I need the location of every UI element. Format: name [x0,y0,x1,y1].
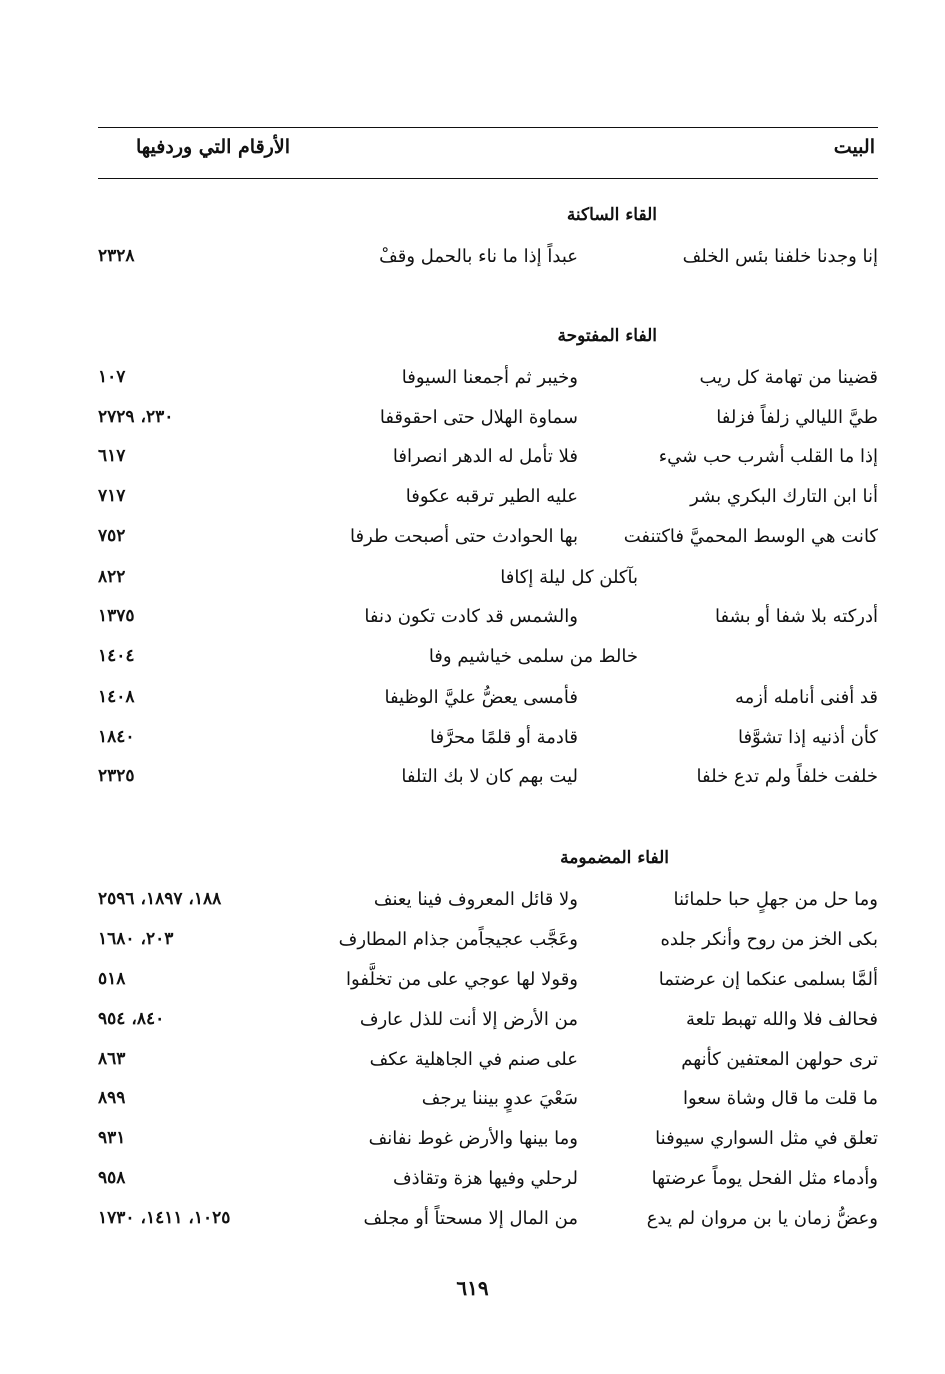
first-hemistich: إنا وجدنا خلفنا بئس الخلف [682,246,878,267]
verse-row [98,760,878,800]
second-hemistich: لرحلي وفيها هزة وتقاذف [392,1168,578,1189]
reference-numbers: ١٣٧٥ [98,606,135,626]
first-hemistich: ألمَّا بسلمى عنكما إن عرضتما [658,969,878,990]
reference-numbers: ٨٩٩ [98,1088,126,1108]
first-hemistich: ترى حولهن المعتفين كأنهم [681,1049,878,1070]
second-hemistich: فأمسى يعضُّ عليَّ الوظيفا [384,687,578,708]
second-hemistich: سماوة الهلال حتى احقوقفا [379,407,578,428]
verse-row [98,1003,878,1043]
second-hemistich: وخيبر ثم أجمعنا السيوفا [401,367,578,388]
first-hemistich: إذا ما القلب أشرب حب شيء [658,446,878,467]
reference-numbers: ٧١٧ [98,486,126,506]
verse-row [98,1082,878,1122]
reference-numbers: ٨٢٢ [98,567,126,587]
second-hemistich: عبداً إذا ما ناء بالحمل وقفْ [379,246,578,267]
verse-row [98,520,878,560]
second-hemistich: ليت بهم كان لا بك التلفا [401,766,578,787]
reference-numbers: ٢٣٢٥ [98,766,135,786]
section-title: الفاء المضمومة [560,848,669,868]
second-hemistich: والشمس قد كادت تكون دنفا [364,606,578,627]
second-hemistich: ولا قائل المعروف فينا يعنف [373,889,578,910]
reference-numbers: ١٤٠٨ [98,687,135,707]
reference-numbers: ٢٠٣، ١٦٨٠ [98,929,174,949]
verse-row [98,361,878,401]
reference-numbers: ٢٣٠، ٢٧٢٩ [98,407,174,427]
second-hemistich: فلا تأمل له الدهر انصرافا [392,446,578,467]
header-verse-label: البيت [833,136,875,158]
reference-numbers: ٧٥٢ [98,526,126,546]
second-hemistich: سَعْيَ عدوٍ بيننا يرجف [421,1088,578,1109]
first-hemistich: وعضُّ زمان يا بن مروان لم يدع [646,1208,878,1229]
verse-row [98,561,878,601]
verse-row [98,640,878,680]
reference-numbers: ٨٤٠، ٩٥٤ [98,1009,165,1029]
verse-row [98,440,878,480]
second-hemistich: من المال إلا مسحتاً أو مجلف [363,1208,578,1229]
header-references-label: الأرقام التي وردفيها [136,136,290,158]
first-hemistich: خلفت خلفاً ولم تدع خلفا [696,766,878,787]
verse-row [98,923,878,963]
reference-numbers: ١٠٧ [98,367,126,387]
reference-numbers: ٢٣٢٨ [98,246,135,266]
page-number: ٦١٩ [456,1276,489,1300]
verse-row [98,721,878,761]
first-hemistich: كانت هي الوسط المحميَّ فاكتنفت [623,526,878,547]
verse-row [98,1202,878,1242]
second-hemistich: من الأرض إلا أنت للذل عارف [359,1009,578,1030]
first-hemistich: قد أفنى أنامله أزمه [735,687,878,708]
header-rule [98,178,878,179]
second-hemistich: وعَجَّب عجيجاًمن جذام المطارف [338,929,578,950]
first-hemistich: تعلق في مثل السواري سيوفنا [655,1128,878,1149]
first-hemistich: كأن أذنيه إذا تشوَّفا [737,727,878,748]
first-hemistich: قضينا من تهامة كل ريب [699,367,878,388]
reference-numbers: ١٠٢٥، ١٤١١، ١٧٣٠ [98,1208,231,1228]
first-hemistich: طيَّ الليالي زلفاً فزلفا [716,407,878,428]
verse-row [98,600,878,640]
second-hemistich: عليه الطير ترقبه عكوفا [405,486,578,507]
first-hemistich: وما حل من جهلٍ حبا حلمائنا [673,889,878,910]
first-hemistich: بكى الخز من روح وأنكر جلده [660,929,878,950]
verse-row [98,480,878,520]
first-hemistich: أنا ابن التارك البكري بشر [690,486,878,507]
second-hemistich: وقولا لها عوجي على من تخلَّفوا [346,969,578,990]
second-hemistich: بها الحوادث حتى أصبحت طرفا [350,526,578,547]
reference-numbers: ١٤٠٤ [98,646,135,666]
first-hemistich: أدركته بلا شفا أو بشفا [714,606,878,627]
first-hemistich: ما قلت ما قال وشاة سعوا [682,1088,878,1109]
second-hemistich: قادمة أو قلمًا محرَّفا [430,727,578,748]
verse-row [98,1122,878,1162]
top-rule [98,127,878,128]
verse-row [98,963,878,1003]
first-hemistich: وأدماء مثل الفحل يوماً عرضتها [651,1168,878,1189]
reference-numbers: ٦١٧ [98,446,126,466]
verse-row [98,401,878,441]
reference-numbers: ١٨٨، ١٨٩٧، ٢٥٩٦ [98,889,222,909]
second-hemistich: على صنم في الجاهلية عكف [369,1049,578,1070]
reference-numbers: ٥١٨ [98,969,126,989]
verse-row [98,681,878,721]
section-title: القاء الساكنة [566,205,657,225]
verse-row [98,883,878,923]
reference-numbers: ٨٦٣ [98,1049,126,1069]
section-title: الفاء المفتوحة [557,326,657,346]
single-hemistich: خالط من سلمى خياشيم وفا [428,646,638,667]
verse-row [98,1043,878,1083]
reference-numbers: ٩٣١ [98,1128,126,1148]
single-hemistich: بآكلن كل ليلة إكافا [500,567,638,588]
reference-numbers: ١٨٤٠ [98,727,135,747]
reference-numbers: ٩٥٨ [98,1168,126,1188]
verse-row [98,240,878,280]
second-hemistich: وما بينها والأرض غوط نفانف [368,1128,578,1149]
first-hemistich: فحالف فلا والله تهبط تلعة [686,1009,878,1030]
verse-row [98,1162,878,1202]
